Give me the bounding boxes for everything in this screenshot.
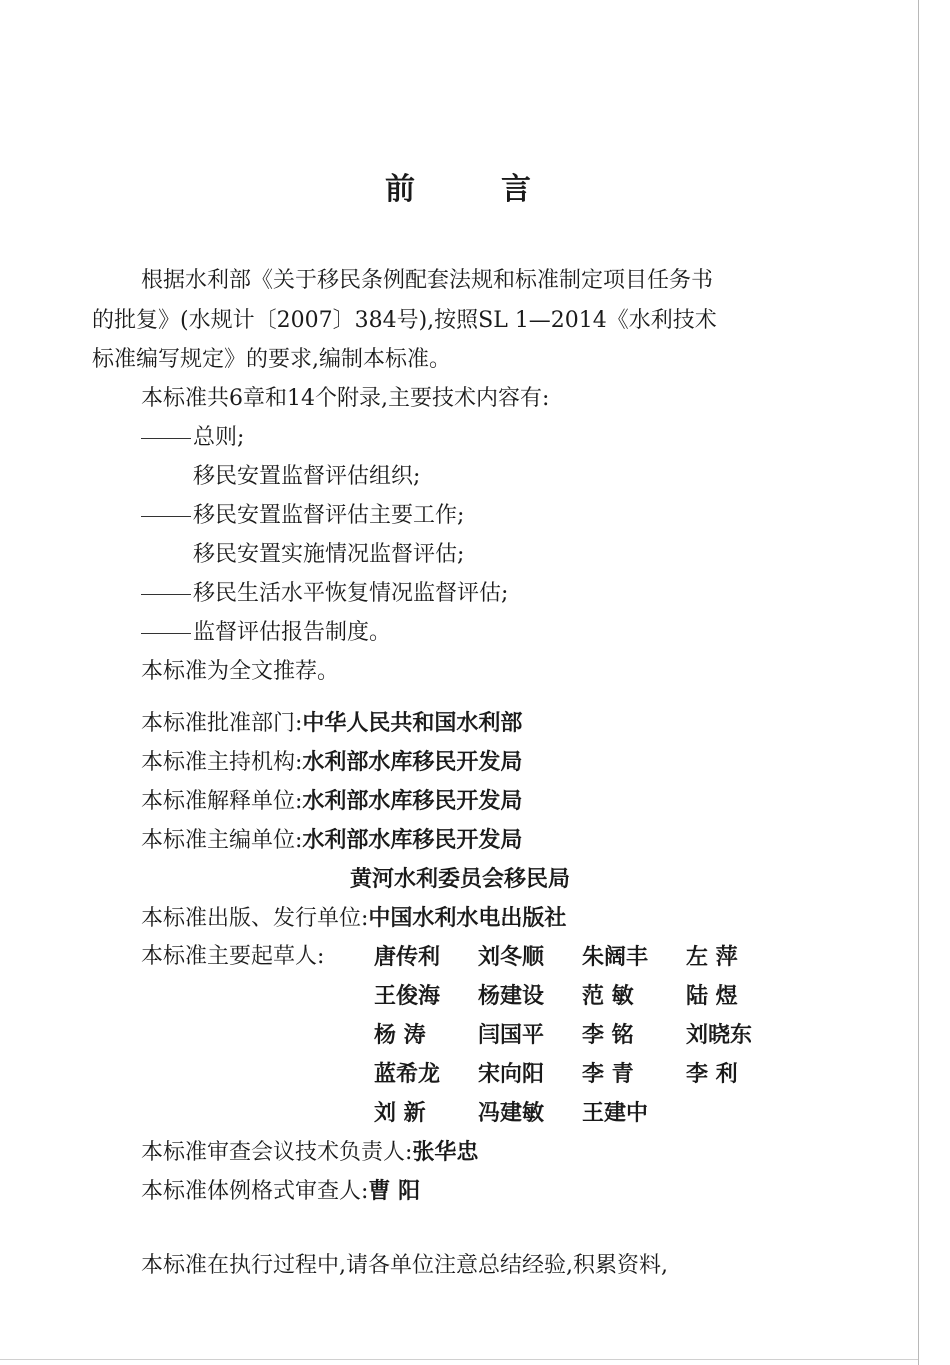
interpret-label: 本标准解释单位: <box>141 789 303 814</box>
review-value: 张华忠 <box>412 1139 479 1165</box>
drafter-name: 刘冬顺 <box>478 944 545 970</box>
drafter-name: 李 青 <box>582 1061 634 1087</box>
approve-label: 本标准批准部门: <box>141 711 303 736</box>
dash-mark <box>141 579 193 609</box>
contents-item <box>193 540 464 570</box>
contents-item-text: 移民生活水平恢复情况监督评估; <box>193 581 509 606</box>
publisher-row <box>141 903 566 934</box>
drafter-name: 杨 涛 <box>374 1022 426 1048</box>
page-right-edge <box>918 0 919 1365</box>
contents-item-text: 移民安置监督评估主要工作; <box>193 503 465 528</box>
editor-value-1: 水利部水库移民开发局 <box>302 827 523 853</box>
title-char-1: 前 <box>385 172 417 207</box>
drafter-name: 刘 新 <box>374 1100 426 1126</box>
drafter-name: 左 萍 <box>686 944 738 970</box>
approve-value: 中华人民共和国水利部 <box>302 710 523 736</box>
dash-mark <box>141 618 193 648</box>
drafters-row <box>374 1098 686 1128</box>
drafters-row <box>374 1059 766 1089</box>
drafter-name: 李 利 <box>686 1061 738 1087</box>
format-value: 曹 阳 <box>368 1178 421 1204</box>
dash-mark <box>141 423 193 453</box>
editor-label: 本标准主编单位: <box>141 828 303 853</box>
format-label: 本标准体例格式审查人: <box>141 1179 369 1204</box>
drafter-name: 朱阔丰 <box>582 944 649 970</box>
contents-intro: 本标准共6章和14个附录,主要技术内容有: <box>141 386 550 411</box>
interpret-value: 水利部水库移民开发局 <box>302 788 523 814</box>
interpret-row <box>141 786 522 817</box>
contents-item <box>141 501 464 531</box>
publisher-label: 本标准出版、发行单位: <box>141 906 369 931</box>
drafters-row <box>374 981 766 1011</box>
drafter-name: 刘晓东 <box>686 1022 753 1048</box>
editor-value-2: 黄河水利委员会移民局 <box>350 866 571 892</box>
intro-line-2: 的批复》(水规计〔2007〕384号),按照SL 1—2014《水利技术 <box>92 308 717 333</box>
review-row <box>141 1137 478 1168</box>
review-label: 本标准审查会议技术负责人: <box>141 1140 413 1165</box>
drafter-name: 蓝希龙 <box>374 1061 441 1087</box>
drafter-name: 王俊海 <box>374 983 441 1009</box>
drafter-name: 冯建敏 <box>478 1100 545 1126</box>
format-row <box>141 1176 420 1207</box>
contents-item <box>141 579 508 609</box>
drafters-row <box>374 942 766 972</box>
drafter-name: 陆 煜 <box>686 983 738 1009</box>
drafter-name: 范 敏 <box>582 983 634 1009</box>
publisher-value: 中国水利水电出版社 <box>368 905 567 931</box>
contents-item <box>141 423 244 453</box>
host-label: 本标准主持机构: <box>141 750 303 775</box>
page-title <box>0 164 918 208</box>
drafter-name: 王建中 <box>582 1100 649 1126</box>
drafter-name: 宋向阳 <box>478 1061 545 1087</box>
drafter-name: 唐传利 <box>374 944 441 970</box>
intro-line-1: 根据水利部《关于移民条例配套法规和标准制定项目任务书 <box>141 268 714 293</box>
title-char-2: 言 <box>501 172 533 207</box>
drafter-name: 闫国平 <box>478 1022 545 1048</box>
host-value: 水利部水库移民开发局 <box>302 749 523 775</box>
page-bottom-edge <box>0 1359 918 1360</box>
contents-item-text: 移民安置监督评估组织; <box>193 464 421 489</box>
host-row <box>141 747 522 778</box>
editor-row <box>141 825 522 856</box>
approve-row <box>141 708 522 739</box>
drafter-name: 李 铭 <box>582 1022 634 1048</box>
closing-line: 本标准在执行过程中,请各单位注意总结经验,积累资料, <box>141 1253 668 1278</box>
drafters-label: 本标准主要起草人: <box>141 944 325 969</box>
contents-item <box>141 618 391 648</box>
contents-item <box>193 462 420 492</box>
contents-item-text: 移民安置实施情况监督评估; <box>193 542 465 567</box>
drafter-name: 杨建设 <box>478 983 545 1009</box>
drafters-row <box>374 1020 766 1050</box>
contents-item-text: 总则; <box>193 425 245 450</box>
dash-mark <box>141 501 193 531</box>
recommendation: 本标准为全文推荐。 <box>141 659 340 684</box>
contents-item-text: 监督评估报告制度。 <box>193 620 392 645</box>
intro-line-3: 标准编写规定》的要求,编制本标准。 <box>92 347 451 372</box>
